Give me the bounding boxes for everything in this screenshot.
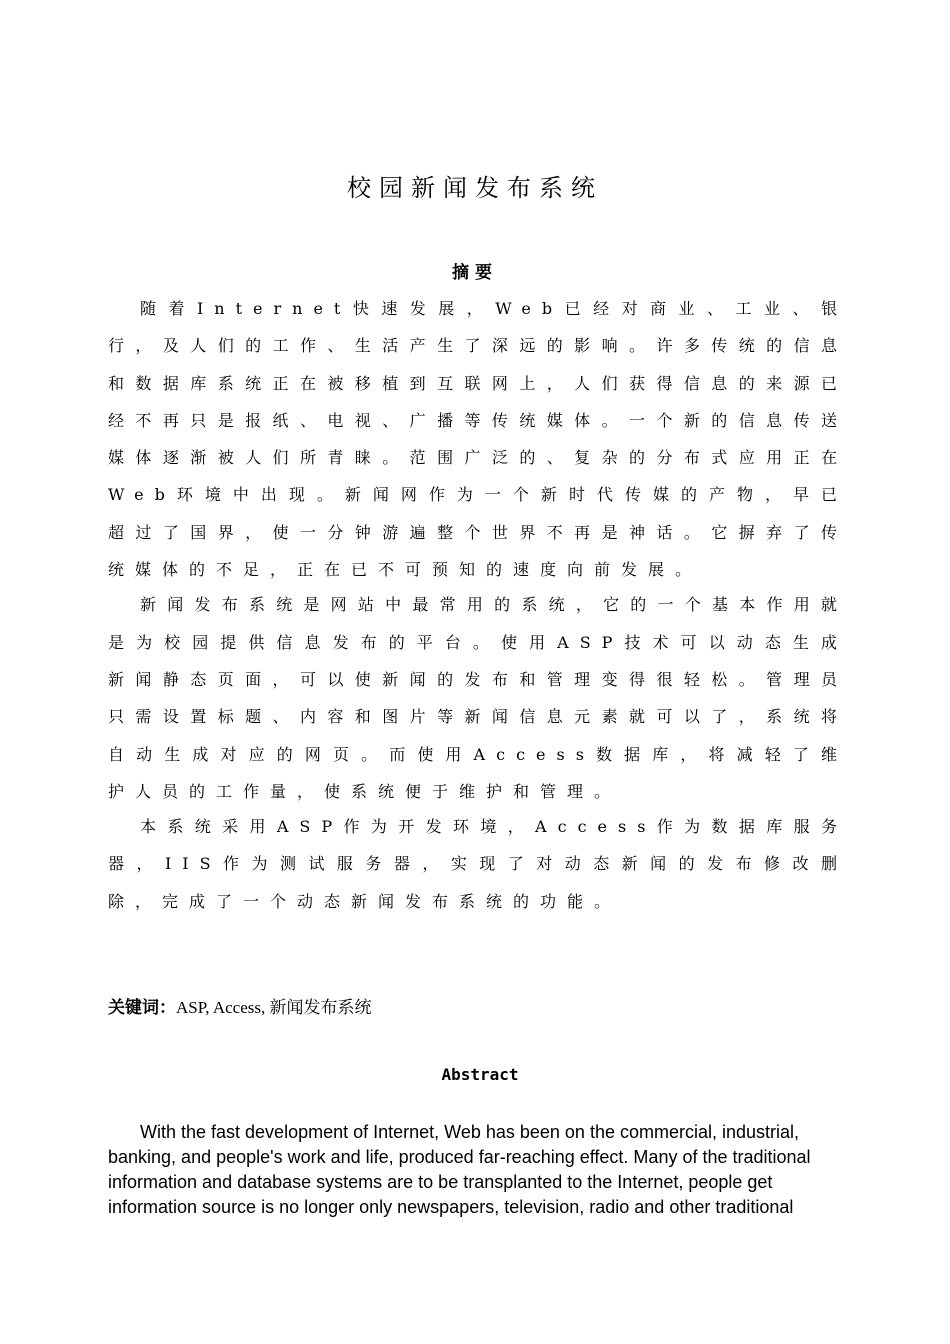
abstract-paragraph-2: 新闻发布系统是网站中最常用的系统，它的一个基本作用就是为校园提供信息发布的平台。使用ASP技术可以动态生成新闻静态页面，可以使新闻的发布和管理变得很轻松。管理员只需设置标题、内容和图片等新闻信息元素就可以了，系统将自动生成对应的网页。而使用Access数据库，将减轻了维护人员的工作量，使系统便于维护和管理。: [108, 595, 848, 801]
keywords-value: ASP, Access, 新闻发布系统: [176, 998, 372, 1017]
keywords-line: [108, 993, 848, 1018]
english-abstract-paragraph: With the fast development of Internet, Web has been on the commercial, industrial, banking, and people's work and life, produced far-reaching effect. Many of the traditional information and database systems are to be transplanted to the Internet, people get information source is no longer only newspapers, television, radio and other traditional: [108, 1122, 811, 1217]
english-abstract-heading: Abstract: [441, 1065, 519, 1084]
chinese-abstract-heading: 摘要: [452, 263, 498, 283]
abstract-paragraph-3: 本系统采用ASP作为开发环境，Access作为数据库服务器，IIS作为测试服务器，实现了对动态新闻的发布修改删除，完成了一个动态新闻发布系统的功能。: [108, 817, 848, 911]
document-title: 校园新闻发布系统: [347, 174, 603, 202]
keywords-label: 关键词：: [108, 998, 176, 1017]
abstract-paragraph-1: 随着Internet快速发展，Web已经对商业、工业、银行，及人们的工作、生活产生了深远的影响。许多传统的信息和数据库系统正在被移植到互联网上，人们获得信息的来源已经不再只是报纸、电视、广播等传统媒体。一个新的信息传送媒体逐渐被人们所青睐。范围广泛的、复杂的分布式应用正在Web环境中出现。新闻网作为一个新时代传媒的产物，早已超过了国界，使一分钟游遍整个世界不再是神话。它摒弃了传统媒体的不足，正在已不可预知的速度向前发展。: [108, 299, 848, 580]
chinese-abstract-body: [108, 290, 848, 920]
